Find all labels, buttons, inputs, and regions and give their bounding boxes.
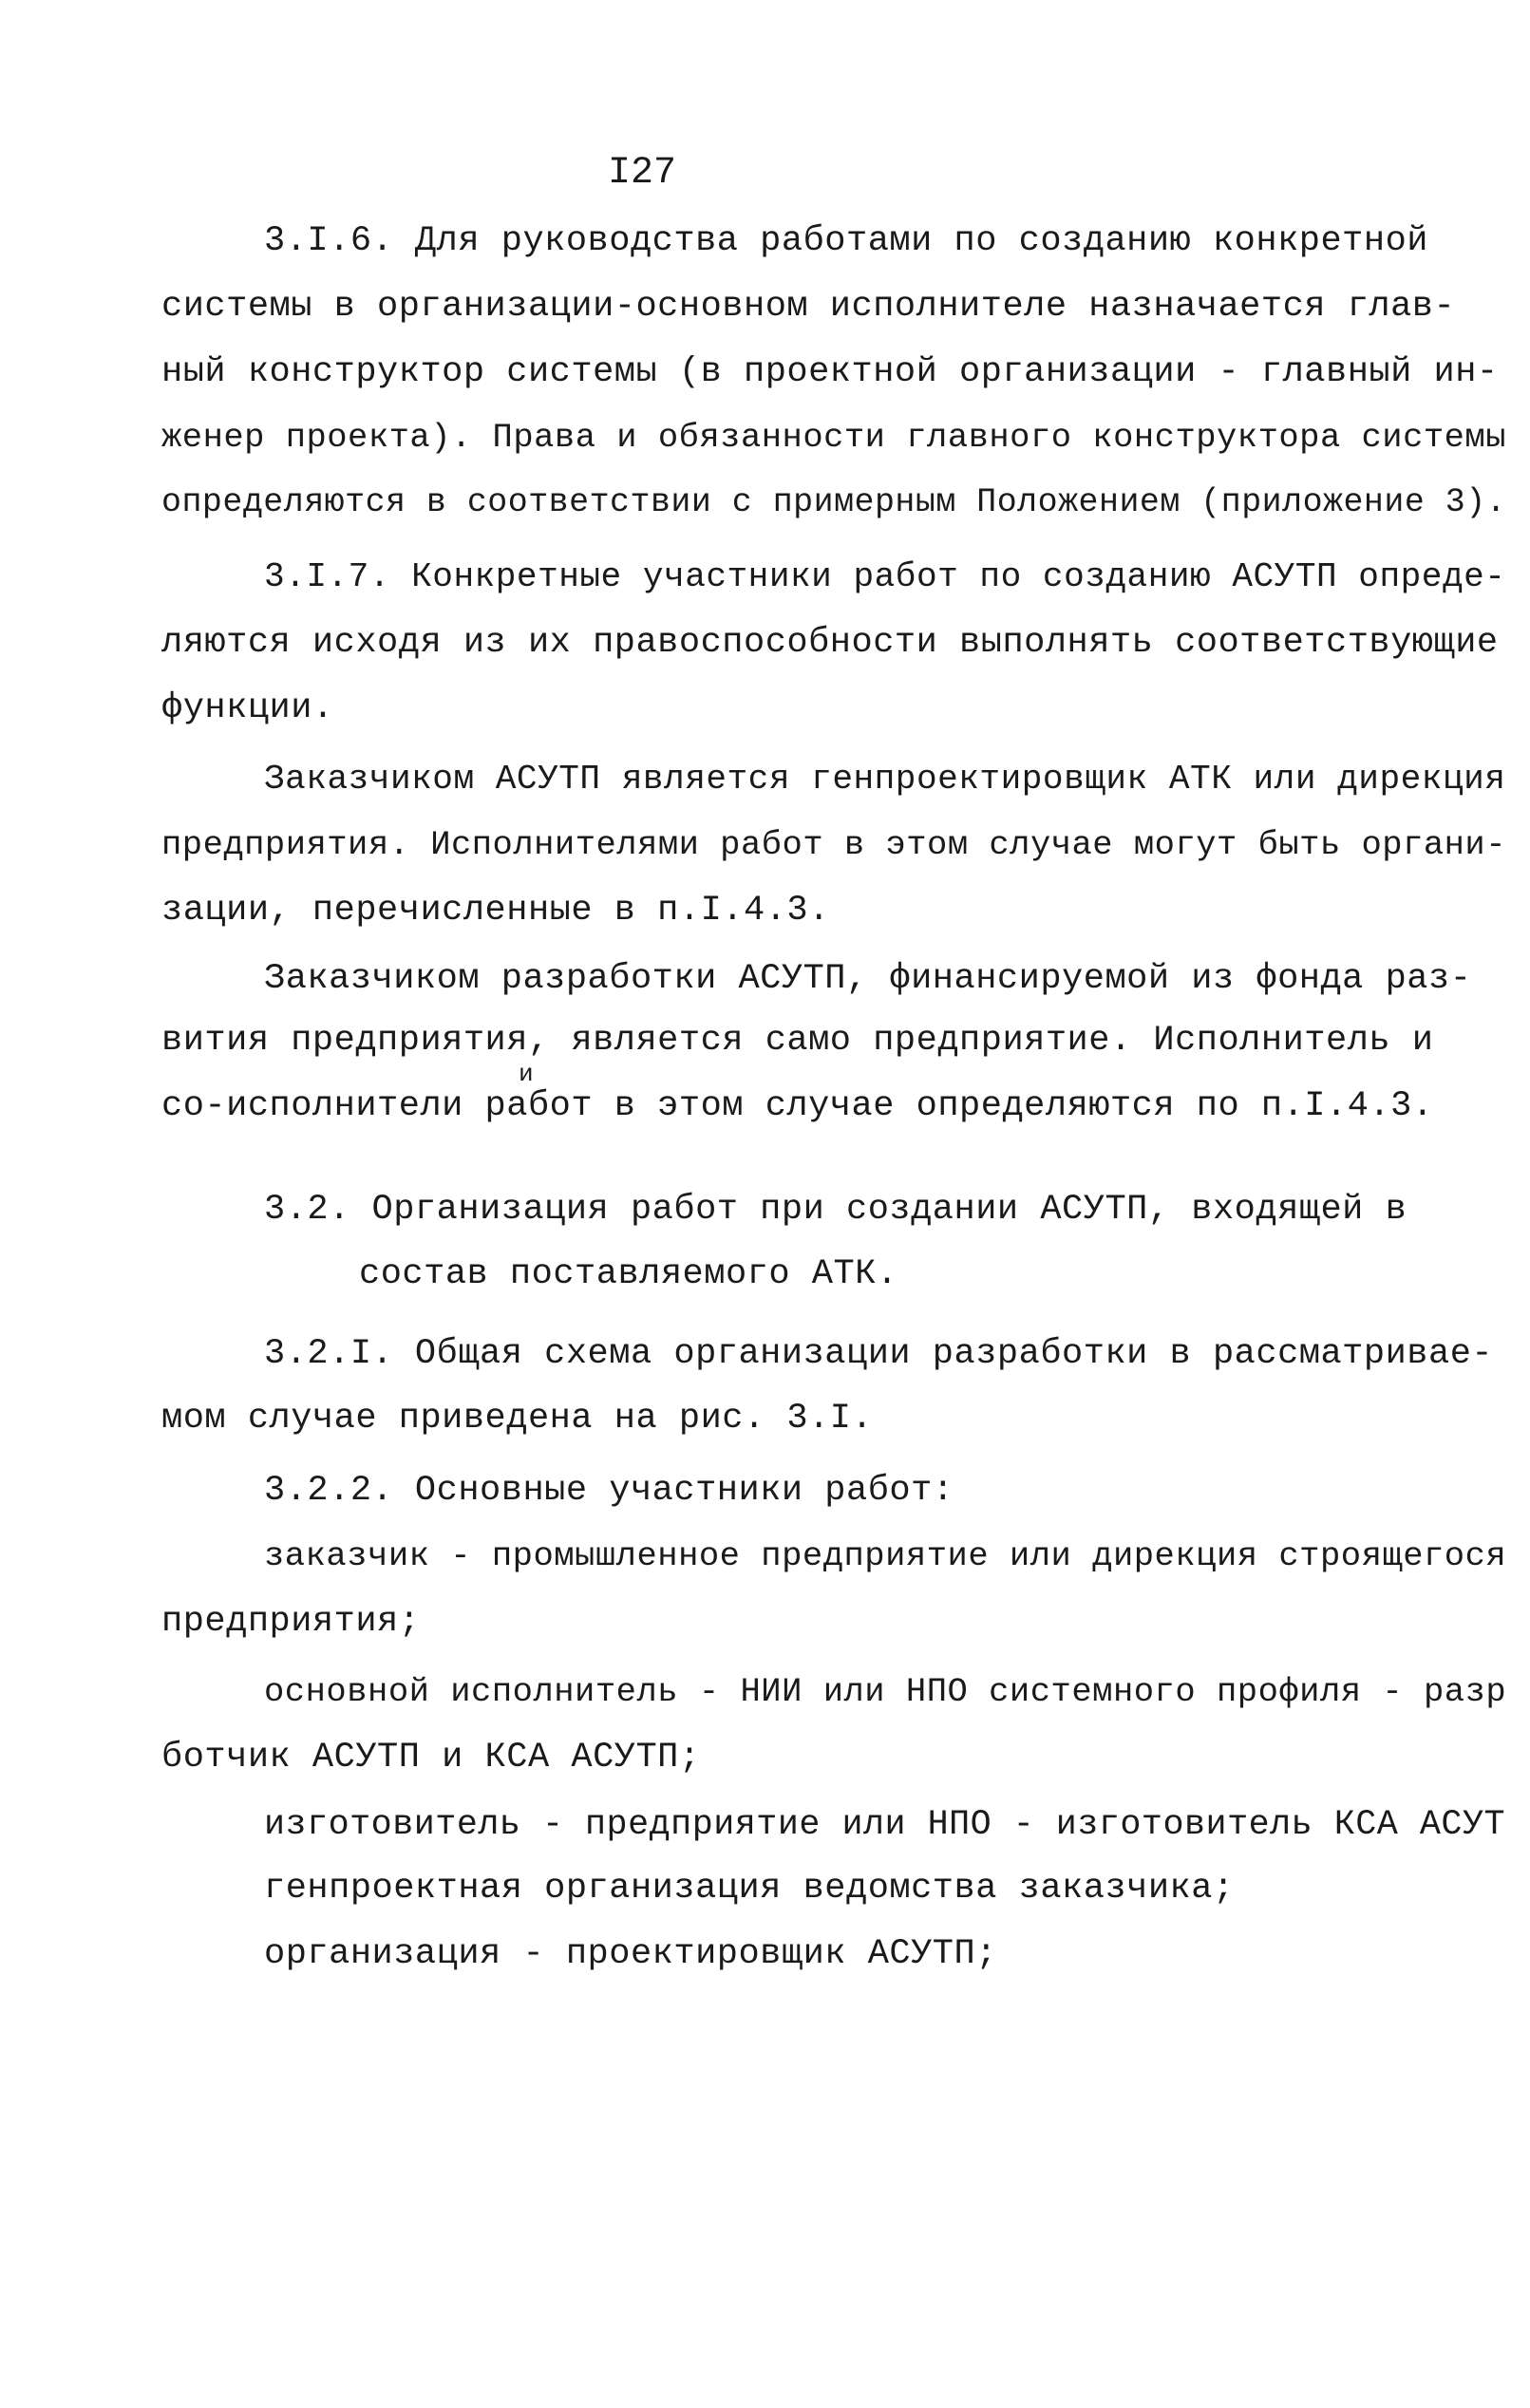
section-heading: 3.2. Организация работ при создании АСУТП, входящей в	[264, 1190, 1407, 1230]
text-line: организация - проектировщик АСУТП;	[264, 1934, 997, 1974]
text-line: зации, перечисленные в п.I.4.3.	[161, 891, 830, 931]
text-line: Заказчиком разработки АСУТП, финансируемой из фонда раз-	[264, 959, 1472, 999]
text-line: ляются исходя из их правоспособности выполнять соответствующие	[161, 623, 1499, 663]
text-line: определяются в соответствии с примерным Положением (приложение 3).	[161, 484, 1507, 521]
text-line: 3.2.2. Основные участники работ:	[264, 1471, 954, 1511]
text-line: мом случае приведена на рис. 3.I.	[161, 1399, 874, 1439]
handwritten-mark: и	[519, 1060, 534, 1088]
page-number: I27	[608, 152, 677, 195]
text-line: 3.I.6. Для руководства работами по созданию конкретной	[264, 221, 1428, 261]
text-line: ботчик АСУТП и КСА АСУТП;	[161, 1738, 701, 1778]
text-line: со-исполнители работ в этом случае определяются по п.I.4.3.	[161, 1086, 1434, 1126]
text-line: основной исполнитель - НИИ или НПО системного профиля - разр	[264, 1672, 1507, 1711]
text-line: генпроектная организация ведомства заказчика;	[264, 1869, 1235, 1909]
text-line: функции.	[161, 688, 334, 728]
text-line: ный конструктор системы (в проектной организации - главный ин-	[161, 352, 1499, 392]
text-line: Заказчиком АСУТП является генпроектировщик АТК или дирекция	[264, 760, 1506, 799]
text-line: 3.2.I. Общая схема организации разработки в рассматривае-	[264, 1334, 1494, 1374]
text-line: системы в организации-основном исполнителе назначается глав-	[161, 287, 1456, 327]
text-line: вития предприятия, является само предприятие. Исполнитель и	[161, 1021, 1434, 1061]
text-line: женер проекта). Права и обязанности главного конструктора системы	[161, 418, 1507, 457]
text-line: заказчик - промышленное предприятие или дирекция строящегося	[264, 1536, 1507, 1575]
text-line: предприятия;	[161, 1602, 421, 1642]
section-heading: состав поставляемого АТК.	[359, 1254, 898, 1294]
text-line: изготовитель - предприятие или НПО - изготовитель КСА АСУТ	[264, 1805, 1506, 1845]
text-line: предприятия. Исполнителями работ в этом случае могут быть органи-	[161, 825, 1507, 864]
text-line: 3.I.7. Конкретные участники работ по созданию АСУТП опреде-	[264, 557, 1506, 596]
